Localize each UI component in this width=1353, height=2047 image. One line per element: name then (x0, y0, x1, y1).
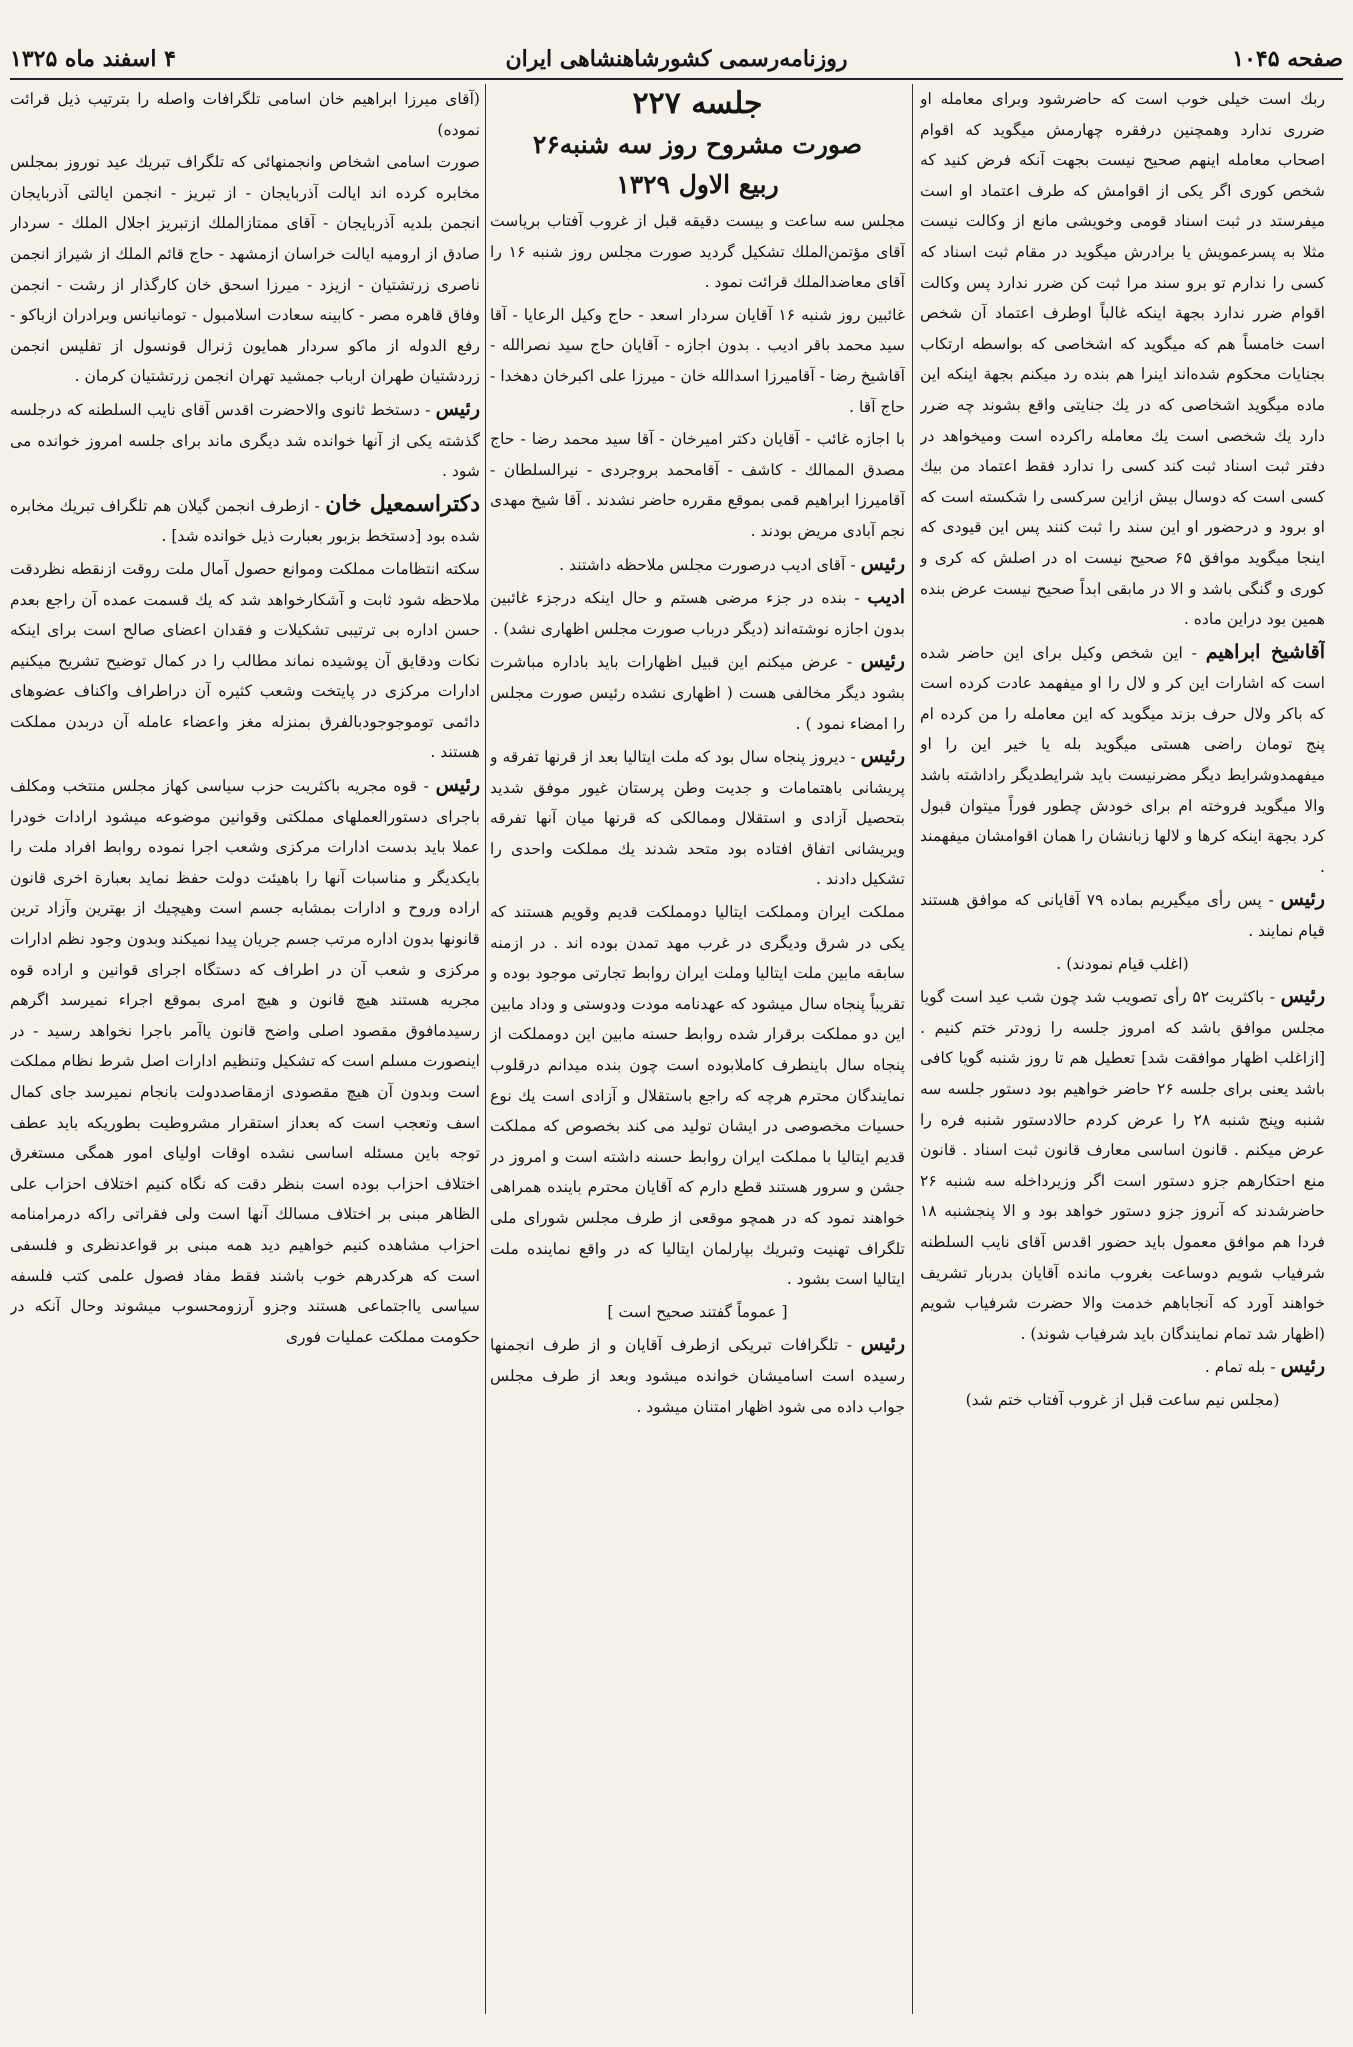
speaker-block (920, 884, 1325, 946)
paragraph: سکته انتظامات مملکت وموانع حصول آمال ملت روقت ازنقطه نظردقت ملاحظه شود ثابت و آشکارخواهد شد که یك قسمت عمده آن راجع بعدم حسن اداره بی ترتیبی تشکیلات و فقدان اعضای صالح است برای اینکه نکات ودقایق آن پوشیده نماند مطالب را در کمال توضیح تشریح میکنیم ادارات مرکزی در پایتخت وشعب کثیره آن دراطراف واکناف عضوهای دائمی توموجوجودبالفرق بمنزله مغز واعضاء عامله آن دربدن مملکت هستند . (10, 559, 480, 762)
paragraph: مجلس سه ساعت و بیست دقیقه قبل از غروب آفتاب بریاست آقای مؤتمن‌الملك تشكیل گردید صورت مجلس روز شنبه ۱۶ را آقای معاضدالملك قرائت نمود . (490, 212, 905, 292)
paragraph: - دستخط ثانوی والاحضرت اقدس آقای نایب السلطنه که درجلسه گذشته یکی از آنها خوانده شد دیگری ماند برای جلسه امروز خوانده می شود . (10, 400, 480, 481)
speaker-block (490, 741, 905, 895)
speaker-name: ادیب (867, 586, 905, 609)
session-subtitle: صورت مشروح روز سه شنبه۲۶ (532, 130, 863, 159)
speaker-name: رئیس (1280, 888, 1325, 911)
speaker-name: دکتراسمعیل خان (325, 490, 480, 517)
session-title: جلسه ۲۲۷ (632, 86, 763, 121)
paragraph: غائبین روز شنبه ۱۶ آقایان سردار اسعد - حاج وکیل الرعایا - آقا سید محمد باقر ادیب . بدون اجازه - آقایان حاج سید نصرالله - آقاشیخ رضا - آقامیرزا اسدالله خان - میرزا علی اکبرخان دهخدا - حاج آقا . (490, 305, 905, 416)
middle-column (490, 84, 905, 2014)
speaker-block (490, 582, 905, 644)
paragraph: - عرض میکنم این قبیل اظهارات باید باداره مباشرت بشود دیگر مخالفی هست ( اظهاری نشده رئیس صورت مجلس را امضاء نمود ) . (490, 653, 905, 733)
paragraph: (اغلب قیام نمودند) . (1056, 954, 1189, 973)
page-number: صفحه ۱۰۴۵ (1232, 46, 1343, 72)
speaker-block (920, 981, 1325, 1349)
speaker-name: رئیس (860, 552, 905, 575)
column-divider (485, 84, 486, 2014)
speaker-block (490, 549, 905, 581)
paragraph: - آقای ادیب درصورت مجلس ملاحظه داشتند . (559, 555, 856, 574)
speaker-name: رئیس (860, 650, 905, 673)
paragraph: - تلگرافات تبریکی ازطرف آقایان و از طرف انجمنها رسیده است اسامیشان خوانده میشود وبعد از طرف مجلس جواب داده می شود اظهار امتنان میشود . (490, 1336, 905, 1416)
speaker-block (10, 489, 480, 552)
paragraph: - ازطرف انجمن گیلان هم تلگراف تبریك مخابره شده بود [دستخط بزبور بعبارت ذیل خوانده شد] . (10, 496, 480, 546)
speaker-block (10, 394, 480, 487)
speaker-block (490, 1329, 905, 1422)
page-header (10, 40, 1343, 80)
speaker-name: رئیس (860, 1333, 905, 1356)
paragraph: [ عموماً گفتند صحیح است ] (607, 1302, 788, 1321)
paragraph: - بنده در جزء مرضی هستم و حال اینکه درجزء غائبین بدون اجازه نوشته‌اند (دیگر درباب صورت مجلس اظهاری نشد) . (490, 589, 905, 638)
speaker-block (920, 637, 1325, 883)
speaker-name: رئیس (435, 774, 480, 797)
speaker-name: آقاشیخ ابراهیم (1205, 640, 1325, 663)
paragraph: - باکثریت ۵۲ رأی تصویب شد چون شب عید است گویا مجلس موافق باشد که امروز جلسه را زودتر ختم کنیم . [ازاغلب اظهار موافقت شد] تعطیل هم تا روز شنبه گویا کافی باشد یعنی برای جلسه ۲۶ حاضر خواهیم بود دستور جلسه سه شنبه وپنج شنبه ۲۸ را عرض کردم حالادستور شنبه فره را عرض میکنم . قانون اساسی معارف قانون ثبت اسناد . قانون منع احتکارهم جزو دستور است اگر وزیرداخله سه شنبه ۲۶ حاضرشدند که آنروز جزو دستور خواهد بود و الا پنجشنبه ۱۸ فردا هم موافق معمول باید حضور اقدس آقای نایب السلطنه شرفیاب شویم دوساعت بغروب مانده آقایان بدربار تشریف خواهند آورد که آنجاباهم خدمت والا حضرت شرفیاب شویم (اظهار شد تمام نمایندگان باید شرفیاب شوند) . (920, 988, 1325, 1343)
speaker-block (10, 770, 480, 1352)
paragraph: - این شخص وکیل برای این حاضر شده است که اشارات این کر و لال را او میفهمد عادت کرده است که باکر ولال حرف بزند میگوید که این معامله را من کرده ام پنج تومان راضی هستی میگوید بله یا خیر این را او میفهمدوشرایط دیگر مضرنیست باید شرایطدیگر راداشته باشد والا میگوید فروخته ام برای خودش چطور فوراً میتوان قبول کرد بجهة اینکه کرها و لالها زبانشان را همان اقوامشان میفهمند . (920, 643, 1325, 876)
speaker-name: رئیس (1280, 1355, 1325, 1378)
left-column (10, 84, 480, 2014)
issue-date: ۴ اسفند ماه ۱۳۲۵ (10, 46, 176, 72)
column-divider (912, 84, 913, 2014)
paragraph: (آقای میرزا ابراهیم خان اسامی تلگرافات واصله را بترتیب ذیل قرائت نموده) (10, 90, 480, 139)
speaker-name: رئیس (860, 745, 905, 768)
right-column (920, 84, 1325, 2014)
paragraph: - بله تمام . (1204, 1358, 1276, 1377)
paragraph: ربك است خیلی خوب است که حاضرشود وبرای معامله او ضرری ندارد وهمچنین درفقره چهارمش میگوید که اقوام اصحاب معامله اینهم صحیح نیست بجهت آنکه فرض کنید که شخص کوری اگر یکی از اقوامش که طرف اعتماد او است میفرستد در ثبت اسناد قومی وخویشی مانع از وکالت نیست مثلا به پسرعمویش یا برادرش میگوید در مقام ثبت اسناد که کسی را ندارم تو برو سند مرا ثبت کن ضرر ندارد پس وکالت اقوام ضرر ندارد بجهة اینکه غالباً اوطرف اعتماد آن شخص است خامساً هم که میگوید که اشخاصی که بواسطه ارتکاب بجنایات محکوم شده‌اند اینرا هم بنده رد میکنم بجهة اینکه این ماده میگوید اشخاصی که در یك جنایتی واقع بشوند چه ضرر دارد یك شخصی است یك معامله راکرده است ومیخواهد در دفتر ثبت اسناد ثبت کند کسی را ندارد فقط اعتماد من بیك کسی است که دوسال بیش ازاین سرکسی را شکسته است که او برود و درحضور او این سند را ثبت کنند پس این قیودی که اینجا میگوید موافق ۶۵ صحیح نیست اه در اصلش که کری و کوری و گنگی باشد و الا در مابقی ابداً صحیح نیست عرض بنده همین بود دراین ماده . (920, 90, 1325, 629)
paragraph: - قوه مجریه باکثریت حزب سیاسی کهاز مجلس منتخب ومکلف باجرای دستورالعملهای مملکتی وقوانین موضوعه میشود ارادات خودرا عملا باید بدست ادارات مرکزی وشعب اجرا نموده روابط افراد ملت را بایکدیگر و مناسبات آنها را باهیئت دولت حفظ نماید بعبارة اخری قانون اراده وروح و ادارات بمشابه جسم است وهیچیك از بهترین وآزاد ترین قانونها بدون اداره مرتب جسم جریان پیدا نمیکند وبدون وجود نظم ادارات مرکزی و شعب آن در اطراف که دستگاه اجرای قوانین و اراده قوه مجریه هستند هیچ قانون و هیچ امری بموقع اجراء نمیرسد اگرهم رسیدمافوق مقصود اصلی واضح قانون یاآمر باجرا نخواهد رسید - در اینصورت مسلم است که تشکیل وتنظیم ادارات اصل شرط نظام مملکت است وبدون آن هیچ مقصودی ازمقاصددولت بانجام نمیرسد جای کمال اسف وتعجب است که بعداز استقرار مشروطیت بطوریکه باید عطف توجه باین مسئله اساسی نشده اوقات اولیای امور همگی مستغرق اختلاف احزاب بوده است بنظر دقت که نگاه کنیم اختلاف احزاب علی الظاهر مبنی بر اختلاف مسالك آنها است ولی فقراتی راکه درمرامنامه احزاب مشاهده کنیم خواهیم دید همه مبنی بر قواعدنظری و فلسفی است که هرکدرهم خوب باشند فقط مفاد فصول علمی کتب فلسفه سیاسی یااجتماعی هستند وجزو آرزومحسوب میشوند وحال آنکه در حکومت مملکت عملیات فوری (10, 777, 480, 1346)
newspaper-title: روزنامه‌رسمی کشورشاهنشاهی ایران (505, 46, 848, 72)
speaker-name: رئیس (435, 397, 480, 420)
paragraph: صورت اسامی اشخاص وانجمنهائی که تلگراف تبریك عید نوروز بمجلس مخابره کرده اند ایالت آذربایجان - از تبریز - انجمن ایالتی آذربایجان انجمن بلدیه آذربایجان - آقای ممتازالملك ازتبریز اجلال الملك - سردار صادق از ارومیه ایالت خراسان ازمشهد - حاج قائم الملك از شیراز انجمن ناصری زرتشتیان - ازیزد - میرزا اسحق خان کارگذار از رشت - انجمن وفاق قاهره مصر - کابینه سعادت اسلامبول - تومانیانس وبرادران ازباکو - رفع الدوله از ماکو سردار همایون ژنرال قونسول از تفلیس انجمن زردشتیان طهران ارباب جمشید تهران انجمن زرتشتیان کرمان . (10, 153, 480, 386)
speaker-name: رئیس (1280, 985, 1325, 1008)
paragraph: مملکت ایران ومملکت ایتالیا دومملکت قدیم وقویم هستند که یکی در شرق ودیگری در غرب مهد تمدن بوده اند . در ازمنه سابقه مابین ملت ایتالیا وملت ایران روابط تجارتی موجود بوده و تقریباً پنجاه سال میشود که عهدنامه مودت ودوستی و وداد مابین این دو مملکت برقرار شده روابط حسنه مابین این دومملکت از پنجاه سال باینطرف کاملابوده است چون بنده میدانم درقلوب نمایندگان محترم هرچه که راجع باستقلال و آزادی است یك نوع حسیات مخصوصی در ایشان تولید می کند بخصوص که مملکت قدیم ایتالیا با مملکت ایران روابط حسنه داشته است و امروز در جشن و سرور هستند قطع دارم که آقایان محترم باینده همراهی خواهند نمود که در همچو موقعی از طرف مجلس شورای ملی تلگراف تهنیت وتبریك بپارلمان ایتالیا که در واقع نماینده ملت ایتالیا است بشود . (490, 903, 905, 1289)
paragraph: - پس رأی میگیریم بماده ۷۹ آقایانی که موافق هستند قیام نمایند . (920, 891, 1325, 941)
speaker-block (920, 1351, 1325, 1383)
speaker-block (490, 646, 905, 739)
paragraph: - دیروز پنجاه سال بود که ملت ایتالیا بعد از قرنها تفرقه و پریشانی باهتمامات و جدیت وطن پرستان غیور موفق شدید بتحصیل آزادی و استقلال وممالکی که قرنها میان آنها تفرقه ویریشانی اتفاق افتاده بود متحد شدند یك مملکت واحدی را تشکیل دادند . (490, 748, 905, 889)
session-date: ربیع الاول ۱۳۲۹ (616, 170, 779, 199)
closing-note: (مجلس نیم ساعت قبل از غروب آفتاب ختم شد) (965, 1390, 1280, 1409)
paragraph: با اجازه غائب - آقایان دکتر امیرخان - آقا سید محمد رضا - حاج مصدق الممالك - کاشف - آقامحمد بروجردی - نیرالسلطان - آقامیرزا ابراهیم قمی بموقع مقرره حاضر نشدند . آقا شیخ مهدی نجم آبادی مریض بودند . (490, 430, 905, 540)
